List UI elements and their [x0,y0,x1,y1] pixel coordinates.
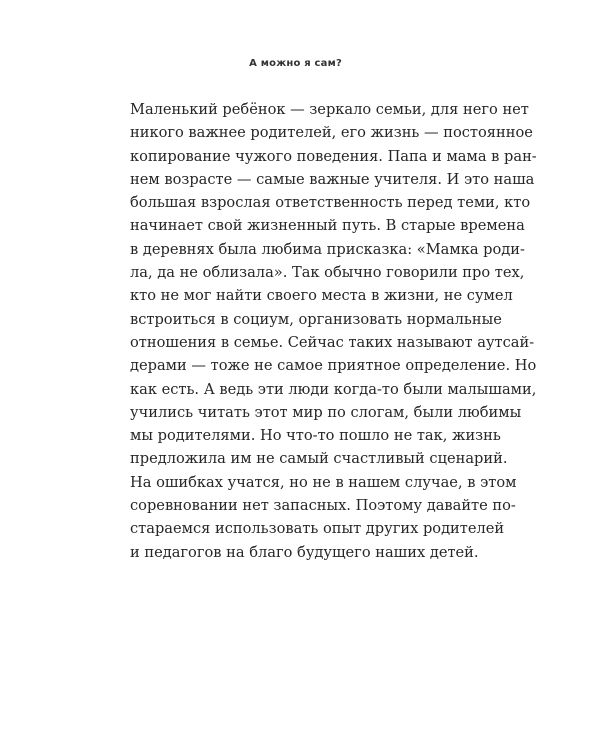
text-line: большая взрослая ответственность перед теми, кто [130,194,531,212]
text-line: начинает свой жизненный путь. В старые времена [130,217,525,235]
text-line: мы родителями. Но что-то пошло не так, жизнь [130,427,501,445]
text-line: встроиться в социум, организовать нормальные [130,310,502,328]
text-line: На ошибках учатся, но не в нашем случае, в этом [130,473,517,491]
body-paragraph [130,98,537,564]
text-line: и педагогов на благо будущего наших детей. [130,543,479,561]
text-line: Маленький ребёнок — зеркало семьи, для него нет [130,101,529,118]
text-line: стараемся использовать опыт других родителей [130,520,505,538]
text-line: копирование чужого поведения. Папа и мама в ран- [130,147,537,165]
text-line: соревновании нет запасных. Поэтому давайте по- [130,497,516,515]
running-head: А можно я сам? [249,58,342,69]
text-line: нем возрасте — самые важные учителя. И это наша [130,170,535,188]
text-line: как есть. А ведь эти люди когда-то были малышами, [130,380,537,398]
text-line: предложила им не самый счастливый сценарий. [130,450,508,468]
text-line: кто не мог найти своего места в жизни, не сумел [130,287,513,305]
text-line: никого важнее родителей, его жизнь — постоянное [130,124,533,142]
text-line: отношения в семье. Сейчас таких называют аутсай- [130,333,535,351]
text-line: в деревнях была любима присказка: «Мамка роди- [130,240,525,258]
text-line: дерами — тоже не самое приятное определение. Но [130,357,537,375]
text-line: учились читать этот мир по слогам, были любимы [130,403,522,421]
text-line: ла, да не облизала». Так обычно говорили про тех, [130,264,525,282]
